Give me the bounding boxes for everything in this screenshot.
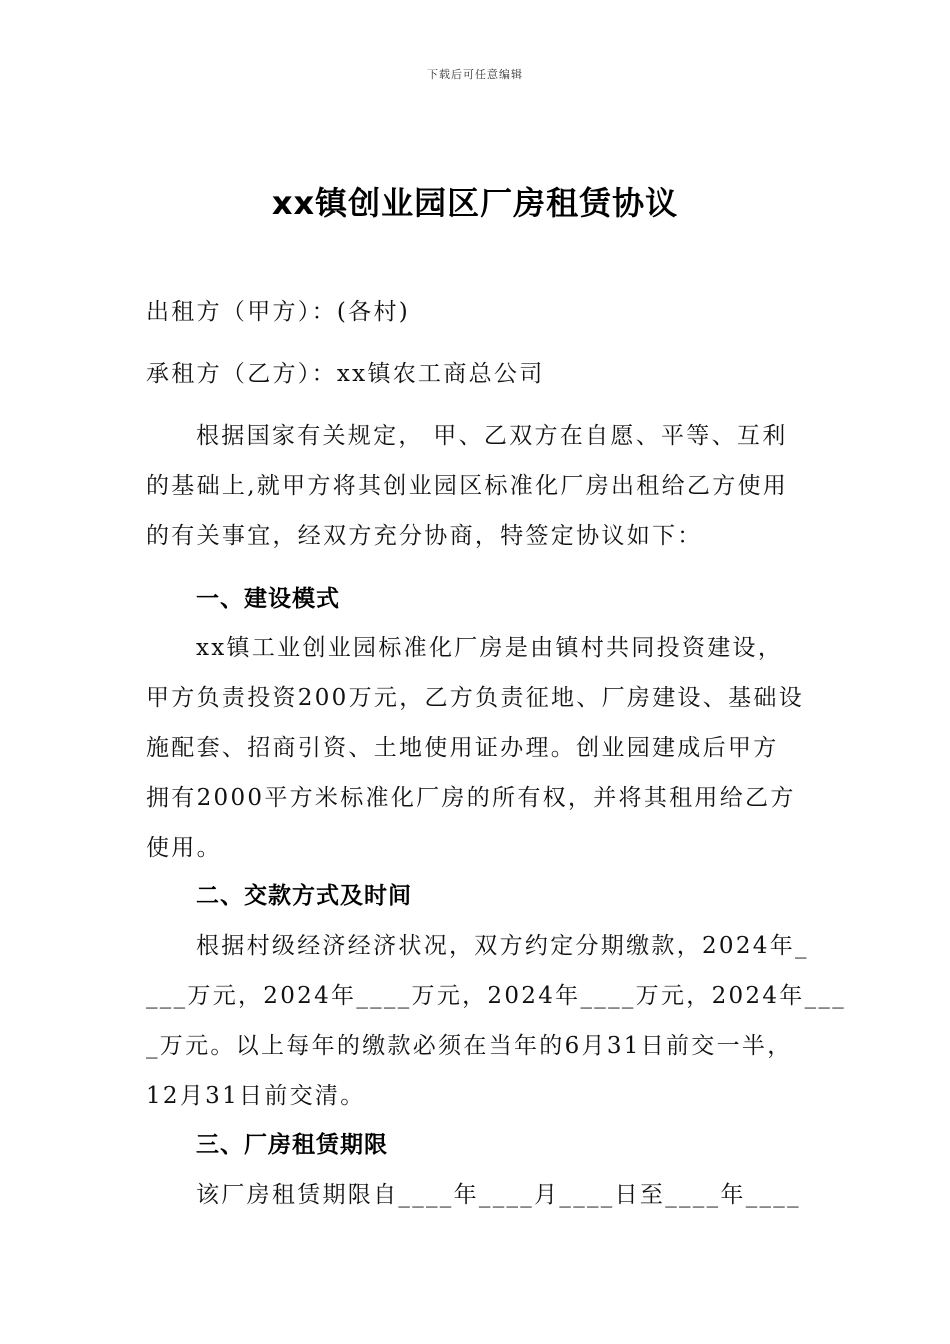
section-line: 使用。 bbox=[146, 835, 222, 861]
section-line: xx镇工业创业园标准化厂房是由镇村共同投资建设， bbox=[196, 635, 784, 661]
section-line: 12月31日前交清。 bbox=[146, 1083, 366, 1109]
intro-line: 根据国家有关规定， 甲、乙双方在自愿、平等、互利 bbox=[196, 423, 788, 449]
section-line: 施配套、招商引资、土地使用证办理。创业园建成后甲方 bbox=[146, 735, 779, 761]
section-line: ___万元，2024年____万元，2024年____万元，2024年___ bbox=[146, 983, 846, 1009]
section-heading: 三、厂房租赁期限 bbox=[196, 1132, 388, 1158]
section-line: 拥有2000平方米标准化厂房的所有权，并将其租用给乙方 bbox=[146, 785, 796, 811]
section-heading: 一、建设模式 bbox=[196, 586, 340, 612]
section-line: 甲方负责投资200万元，乙方负责征地、厂房建设、基础设 bbox=[146, 685, 804, 711]
document-title: xx镇创业园区厂房租赁协议 bbox=[271, 184, 679, 222]
header-note: 下载后可任意编辑 bbox=[427, 68, 523, 81]
section-line: 根据村级经济经济状况，双方约定分期缴款，2024年_ bbox=[196, 933, 809, 959]
section-line: _万元。以上每年的缴款必须在当年的6月31日前交一半， bbox=[146, 1033, 793, 1059]
intro-line: 的基础上,就甲方将其创业园区标准化厂房出租给乙方使用 bbox=[146, 473, 789, 499]
section-heading: 二、交款方式及时间 bbox=[196, 883, 412, 909]
lessee-line: 承租方（乙方）：xx镇农工商总公司 bbox=[146, 361, 545, 387]
intro-line: 的有关事宜，经双方充分协商，特签定协议如下： bbox=[146, 523, 703, 549]
lessor-line: 出租方（甲方）：(各村) bbox=[146, 299, 411, 325]
section-line: 该厂房租赁期限自____年____月____日至____年____ bbox=[196, 1182, 801, 1208]
